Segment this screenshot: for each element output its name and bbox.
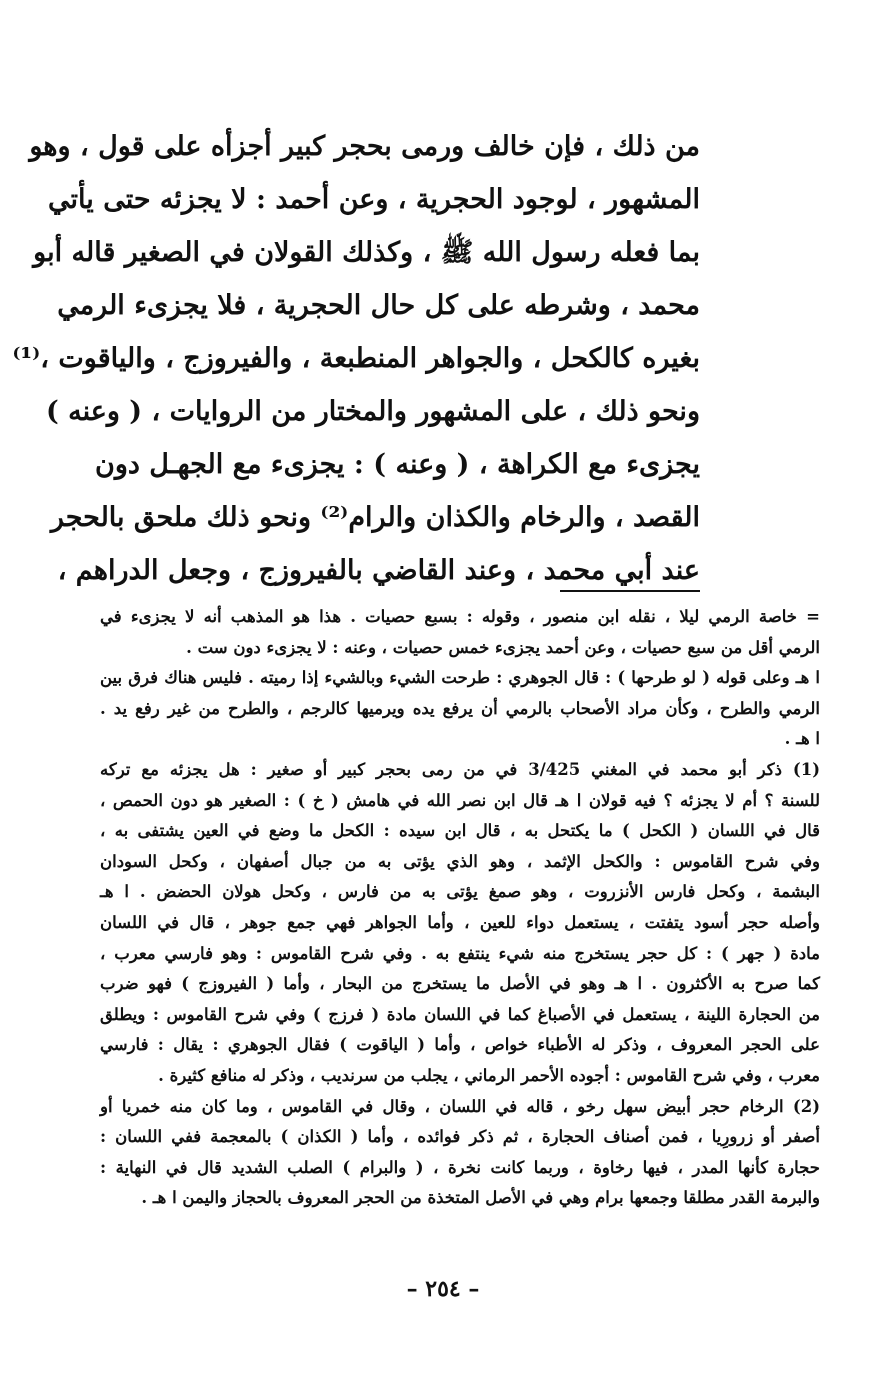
- footnote-line: = خاصة الرمي ليلا ، نقله ابن منصور ، وقوله : بسبع حصيات . هذا هو المذهب أنه لا يجزىء في: [100, 607, 820, 626]
- footnote-line: ا هـ وعلى قوله ( لو طرحها ) : قال الجوهري : طرحت الشيء وبالشيء إذا رميته . فليس هناك فرق بين: [100, 668, 820, 688]
- footnote-separator: [560, 590, 700, 592]
- main-text-line: محمد ، وشرطه على كل حال الحجرية ، فلا يجزىء الرمي: [57, 290, 700, 321]
- footnote-line: مادة ( جهر ) : كل حجر يستخرج منه شيء ينتفع به . وفي شرح القاموس : وهو فارسي معرب ،: [100, 943, 820, 963]
- main-text-line: القصد ، والرخام والكذان والرام⁽²⁾ ونحو ذلك ملحق بالحجر: [50, 502, 700, 533]
- footnote-line: وأصله حجر أسود يتفتت ، يستعمل دواء للعين ، وأما الجواهر فهي جمع جوهر ، قال في اللسان: [100, 912, 820, 932]
- footnote-line: الرمي والطرح ، وكأن مراد الأصحاب بالرمي أن يرفع يده ويرميها كالرجم ، والطرح من غير رفع يد .: [100, 698, 820, 718]
- main-text-line: عند أبي محمد ، وعند القاضي بالفيروزج ، وجعل الدراهم ،: [57, 555, 700, 586]
- footnote-line: (1) ذكر أبو محمد في المغني 3/425 في من رمى بحجر كبير أو صغير : هل يجزئه مع تركه: [100, 759, 820, 779]
- footnote-line: حجارة كأنها المدر ، فيها رخاوة ، وربما كانت نخرة ، ( والبرام ) الصلب الشديد قال في النهاية :: [100, 1157, 820, 1177]
- footnotes-block: [100, 602, 820, 1214]
- main-text-block: [12, 120, 700, 597]
- main-text-line: بما فعله رسول الله ﷺ ، وكذلك القولان في الصغير قاله أبو: [33, 237, 700, 268]
- main-text-line: ونحو ذلك ، على المشهور والمختار من الروايات ، ( وعنه ): [45, 396, 700, 427]
- footnote-line: من الحجارة اللينة ، يستعمل في الأصباغ كما في اللسان مادة ( فرزج ) وفي شرح القاموس : ويطلق: [100, 1004, 820, 1024]
- footnote-line: ا هـ .: [784, 729, 820, 749]
- footnote-line: (2) الرخام حجر أبيض سهل رخو ، قاله في اللسان ، وقال في القاموس ، وما كان منه خمريا أو: [100, 1096, 820, 1116]
- main-text-line: من ذلك ، فإن خالف ورمى بحجر كبير أجزأه على قول ، وهو: [29, 131, 700, 162]
- footnote-line: قال في اللسان ( الكحل ) ما يكتحل به ، قال ابن سيده : الكحل ما وضع في العين يشتفى به ،: [100, 821, 820, 841]
- page-number: – ٢٥٤ –: [406, 1276, 480, 1302]
- main-text-line: بغيره كالكحل ، والجواهر المنطبعة ، والفيروزج ، والياقوت ،⁽¹⁾: [12, 343, 700, 374]
- footnote-line: على الحجر المعروف ، وذكر له الأطباء خواص ، وأما ( الياقوت ) فقال الجوهري : يقال : فارسي: [100, 1035, 820, 1055]
- main-text-line: المشهور ، لوجود الحجرية ، وعن أحمد : لا يجزئه حتى يأتي: [48, 184, 700, 215]
- footnote-line: كما صرح به الأكثرون . ا هـ وهو في الأصل ما يستخرج من البحار ، وأما ( الفيروزج ) فهو ضرب: [100, 974, 820, 994]
- footnote-line: أصفر أو زرورِيا ، فمن أصناف الحجارة ، ثم ذكر فوائده ، وأما ( الكذان ) بالمعجمة ففي اللسان :: [100, 1127, 820, 1147]
- footnote-line: معرب ، وفي شرح القاموس : أجوده الأحمر الرماني ، يجلب من سرنديب ، وذكر له منافع كثيرة .: [158, 1065, 820, 1085]
- footnote-line: البشمة ، وكحل فارس الأنزروت ، وهو صمغ يؤتى به من فارس ، وكحل هولان الحضض . ا هـ: [100, 882, 820, 902]
- footnote-line: والبرمة القدر مطلقا وجمعها برام وهي في الأصل المتخذة من الحجر المعروف بالحجاز واليمن ا هـ .: [141, 1188, 820, 1208]
- footnote-line: وفي شرح القاموس : والكحل الإثمد ، وهو الذي يؤتى به من جبال أصفهان ، وكحل السودان: [100, 851, 820, 871]
- footnote-line: الرمي أقل من سبع حصيات ، وعن أحمد يجزىء خمس حصيات ، وعنه : لا يجزىء دون ست .: [186, 637, 820, 657]
- footnote-line: للسنة ؟ أم لا يجزئه ؟ فيه قولان ا هـ قال ابن نصر الله في هامش ( خ ) : الصغير هو دون الحمص ،: [100, 790, 820, 810]
- main-text-line: يجزىء مع الكراهة ، ( وعنه ) : يجزىء مع الجهـل دون: [94, 449, 700, 480]
